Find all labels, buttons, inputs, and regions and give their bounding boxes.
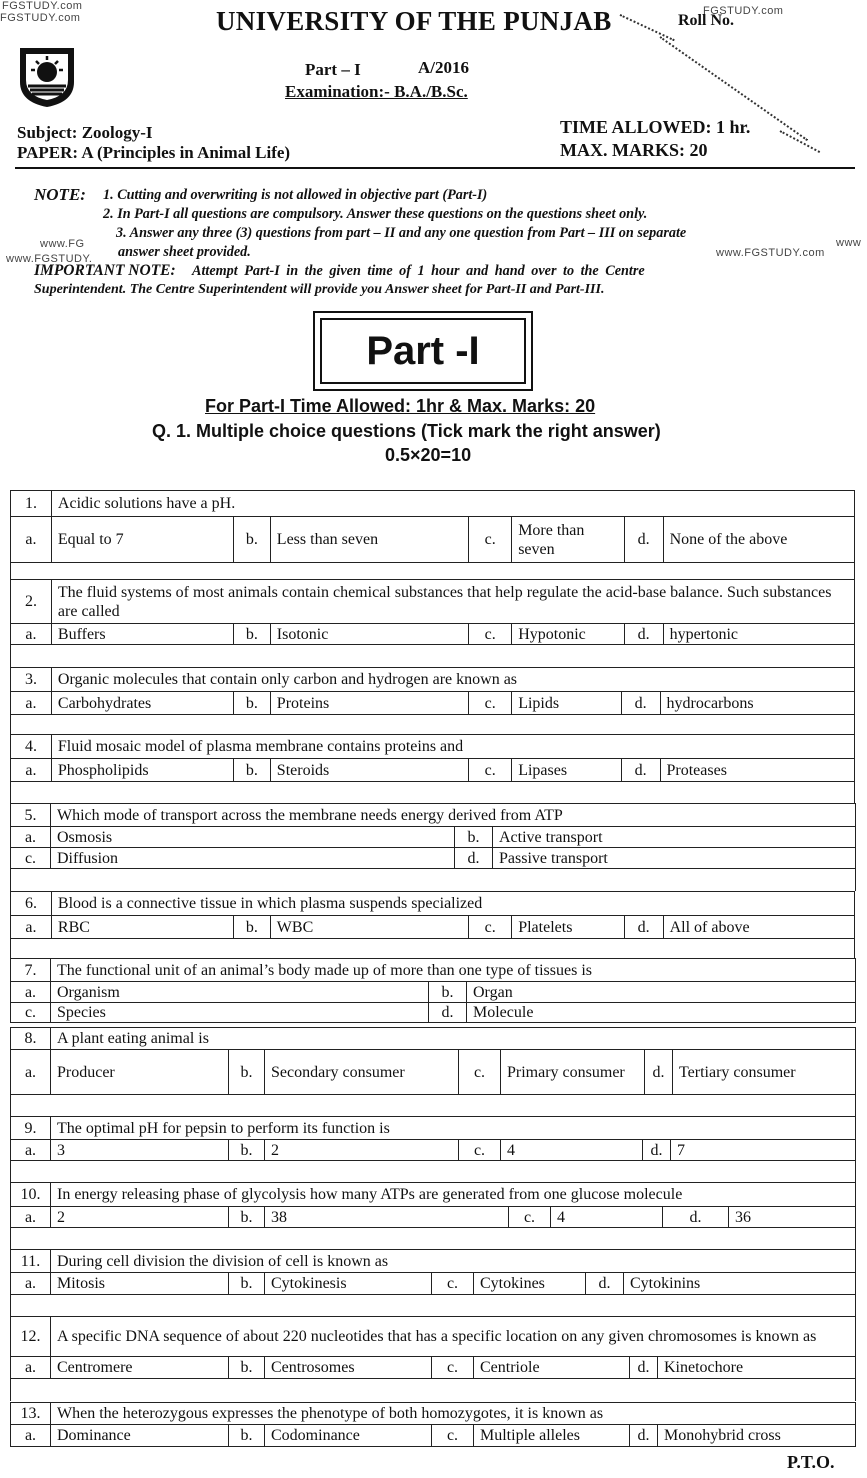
option-text[interactable]: hypertonic xyxy=(663,624,854,645)
question-number: 5. xyxy=(11,804,51,827)
question-number: 4. xyxy=(11,735,52,759)
pto-label: P.T.O. xyxy=(787,1452,835,1472)
question-text: The optimal pH for pepsin to perform its function is xyxy=(51,1117,856,1140)
answer-spacer xyxy=(11,1095,856,1117)
option-letter: b. xyxy=(229,1050,265,1095)
option-letter: a. xyxy=(11,624,52,645)
option-letter: b. xyxy=(229,1207,265,1228)
option-text[interactable]: Diffusion xyxy=(51,848,455,869)
header-divider xyxy=(15,167,855,169)
option-letter: c. xyxy=(509,1207,551,1228)
option-text[interactable]: Cytokinins xyxy=(624,1273,856,1295)
option-text[interactable]: Centrosomes xyxy=(265,1357,432,1379)
option-text[interactable]: Species xyxy=(51,1003,429,1023)
option-letter: d. xyxy=(663,1207,729,1228)
option-text[interactable]: Lipases xyxy=(512,759,621,782)
question-number: 3. xyxy=(11,668,52,692)
note-item-3-cont: answer sheet provided. xyxy=(118,244,251,260)
examination-label: Examination:- B.A./B.Sc. xyxy=(285,82,468,101)
question-number: 7. xyxy=(11,959,51,982)
option-text[interactable]: Lipids xyxy=(512,692,621,715)
option-letter: b. xyxy=(229,1273,265,1295)
option-letter: d. xyxy=(643,1140,671,1161)
answer-spacer xyxy=(11,939,855,959)
part-one-title: Part -I xyxy=(320,318,526,384)
option-text[interactable]: Steroids xyxy=(270,759,468,782)
dotted-cut-line xyxy=(620,14,675,41)
option-text[interactable]: Isotonic xyxy=(270,624,468,645)
question-text: The fluid systems of most animals contain chemical substances that help regulate the acid-base balance. Such substances are called xyxy=(51,580,854,624)
option-letter: c. xyxy=(459,1140,501,1161)
option-text[interactable]: Equal to 7 xyxy=(51,517,233,563)
note-item-3: 3. Answer any three (3) questions from part – II and any one question from Part – III on separate xyxy=(116,225,687,241)
question-block xyxy=(10,958,856,1023)
option-text[interactable]: Cytokines xyxy=(474,1273,586,1295)
question-text: A specific DNA sequence of about 220 nucleotides that has a specific location on any given chromosomes is known as xyxy=(51,1317,856,1357)
answer-spacer xyxy=(11,1379,856,1401)
option-text[interactable]: Buffers xyxy=(51,624,233,645)
option-letter: b. xyxy=(455,827,493,848)
university-title: UNIVERSITY OF THE PUNJAB xyxy=(216,6,612,36)
question-text: Fluid mosaic model of plasma membrane contains proteins and xyxy=(51,735,854,759)
option-letter: c. xyxy=(432,1425,474,1447)
option-text[interactable]: Centriole xyxy=(474,1357,630,1379)
option-letter: c. xyxy=(469,916,512,939)
note-item-1: 1. Cutting and overwriting is not allowed in objective part (Part-I) xyxy=(103,187,488,203)
option-text[interactable]: 38 xyxy=(265,1207,509,1228)
option-letter: d. xyxy=(630,1425,658,1447)
option-text[interactable]: Mitosis xyxy=(51,1273,229,1295)
option-letter: d. xyxy=(645,1050,673,1095)
question-text: A plant eating animal is xyxy=(51,1028,856,1050)
option-letter: a. xyxy=(11,916,52,939)
option-text[interactable]: 3 xyxy=(51,1140,229,1161)
question-block xyxy=(10,891,855,959)
time-allowed-label: TIME ALLOWED: 1 hr. xyxy=(560,117,751,137)
option-text[interactable]: Platelets xyxy=(512,916,625,939)
note-item-2: 2. In Part-I all questions are compulsory. Answer these questions on the questions sheet only. xyxy=(103,206,648,222)
answer-spacer xyxy=(11,1228,856,1250)
option-letter: c. xyxy=(469,624,512,645)
option-letter: a. xyxy=(11,1273,51,1295)
option-letter: b. xyxy=(233,759,270,782)
option-text[interactable]: Less than seven xyxy=(270,517,468,563)
roll-no-label: Roll No. xyxy=(678,12,734,29)
option-text[interactable]: hydrocarbons xyxy=(660,692,854,715)
option-text[interactable]: Dominance xyxy=(51,1425,229,1447)
option-text[interactable]: RBC xyxy=(51,916,233,939)
option-text[interactable]: Monohybrid cross xyxy=(658,1425,856,1447)
option-text[interactable]: Organ xyxy=(467,982,856,1003)
option-letter: d. xyxy=(621,759,660,782)
option-text[interactable]: 36 xyxy=(729,1207,856,1228)
option-letter: b. xyxy=(229,1357,265,1379)
question-text: The functional unit of an animal’s body made up of more than one type of tissues is xyxy=(51,959,856,982)
question-number: 12. xyxy=(11,1317,51,1357)
option-letter: a. xyxy=(11,827,51,848)
option-text[interactable]: WBC xyxy=(270,916,468,939)
question-block xyxy=(10,734,855,804)
subject-label: Subject: Zoology-I xyxy=(17,123,153,142)
watermark-text: FGSTUDY.com xyxy=(2,0,83,12)
question-block xyxy=(10,1249,856,1317)
option-letter: a. xyxy=(11,1140,51,1161)
part-label: Part – I xyxy=(305,60,361,79)
option-text[interactable]: Active transport xyxy=(493,827,856,848)
option-letter: d. xyxy=(630,1357,658,1379)
option-text[interactable]: Centromere xyxy=(51,1357,229,1379)
option-text[interactable]: Producer xyxy=(51,1050,229,1095)
option-text[interactable]: Molecule xyxy=(467,1003,856,1023)
question-number: 2. xyxy=(11,580,52,624)
option-text[interactable]: None of the above xyxy=(663,517,854,563)
option-text[interactable]: 4 xyxy=(551,1207,663,1228)
option-letter: d. xyxy=(455,848,493,869)
watermark-text: www.FG xyxy=(40,238,85,250)
question-block xyxy=(10,1027,856,1117)
option-letter: d. xyxy=(586,1273,624,1295)
important-note-line-1: Attempt Part-I in the given time of 1 hour and hand over to the Centre xyxy=(192,263,645,279)
question-number: 10. xyxy=(11,1183,51,1207)
option-text[interactable]: Hypotonic xyxy=(512,624,625,645)
part-one-box xyxy=(313,311,533,391)
question-block xyxy=(10,1182,856,1250)
option-letter: b. xyxy=(229,1425,265,1447)
option-letter: b. xyxy=(229,1140,265,1161)
option-letter: d. xyxy=(429,1003,467,1023)
question-text: During cell division the division of cell is known as xyxy=(51,1250,856,1273)
option-letter: b. xyxy=(429,982,467,1003)
answer-spacer xyxy=(11,715,855,735)
option-text[interactable]: Kinetochore xyxy=(658,1357,856,1379)
question-text: When the heterozygous expresses the phenotype of both homozygotes, it is known as xyxy=(51,1403,856,1425)
option-text[interactable]: More than seven xyxy=(512,517,625,563)
question-number: 9. xyxy=(11,1117,51,1140)
option-letter: c. xyxy=(11,1003,51,1023)
watermark-text: FGSTUDY.com xyxy=(703,5,784,17)
option-text[interactable]: Proteins xyxy=(270,692,468,715)
option-text[interactable]: Passive transport xyxy=(493,848,856,869)
question-block xyxy=(10,490,855,585)
watermark-text: www.FGSTUDY. xyxy=(6,253,93,265)
option-text[interactable]: All of above xyxy=(663,916,854,939)
option-letter: a. xyxy=(11,517,52,563)
option-text[interactable]: 2 xyxy=(265,1140,459,1161)
option-letter: d. xyxy=(624,916,663,939)
max-marks-label: MAX. MARKS: 20 xyxy=(560,140,708,160)
option-letter: d. xyxy=(624,624,663,645)
answer-spacer xyxy=(11,1295,856,1317)
question-block xyxy=(10,667,855,735)
option-letter: c. xyxy=(469,692,512,715)
option-text[interactable]: 7 xyxy=(671,1140,856,1161)
option-letter: a. xyxy=(11,982,51,1003)
option-text[interactable]: Carbohydrates xyxy=(51,692,233,715)
watermark-text: FGSTUDY.com xyxy=(0,12,81,24)
session-label: A/2016 xyxy=(418,58,469,77)
question-number: 11. xyxy=(11,1250,51,1273)
option-letter: c. xyxy=(11,848,51,869)
question-text: Organic molecules that contain only carbon and hydrogen are known as xyxy=(51,668,854,692)
important-note-line-2: Superintendent. The Centre Superintendent will provide you Answer sheet for Part-II and Part-III. xyxy=(34,282,605,297)
option-letter: a. xyxy=(11,759,52,782)
answer-spacer xyxy=(11,1161,856,1183)
question-text: In energy releasing phase of glycolysis how many ATPs are generated from one glucose molecule xyxy=(51,1183,856,1207)
option-text[interactable]: Secondary consumer xyxy=(265,1050,459,1095)
option-text[interactable]: 2 xyxy=(51,1207,229,1228)
question-number: 1. xyxy=(11,491,52,517)
option-letter: c. xyxy=(432,1273,474,1295)
university-logo-icon xyxy=(16,42,78,108)
option-text[interactable]: Osmosis xyxy=(51,827,455,848)
option-text[interactable]: Multiple alleles xyxy=(474,1425,630,1447)
option-text[interactable]: Proteases xyxy=(660,759,855,782)
part-time-info: For Part-I Time Allowed: 1hr & Max. Marks: 20 xyxy=(205,396,596,416)
option-letter: a. xyxy=(11,692,52,715)
option-letter: c. xyxy=(459,1050,501,1095)
option-letter: c. xyxy=(432,1357,474,1379)
option-letter: a. xyxy=(11,1357,51,1379)
question-block xyxy=(10,1116,856,1183)
option-letter: a. xyxy=(11,1050,51,1095)
option-letter: d. xyxy=(621,692,660,715)
note-label: NOTE: xyxy=(34,185,86,204)
question-number: 8. xyxy=(11,1028,51,1050)
question-block xyxy=(10,1316,856,1401)
marks-formula: 0.5×20=10 xyxy=(385,445,472,465)
option-letter: c. xyxy=(469,517,512,563)
question-number: 13. xyxy=(11,1403,51,1425)
question-text: Blood is a connective tissue in which plasma suspends specialized xyxy=(51,892,854,916)
option-text[interactable]: Phospholipids xyxy=(51,759,233,782)
option-letter: a. xyxy=(11,1207,51,1228)
option-text[interactable]: 4 xyxy=(501,1140,643,1161)
option-text[interactable]: Tertiary consumer xyxy=(673,1050,856,1095)
answer-spacer xyxy=(11,645,855,667)
question-number: 6. xyxy=(11,892,52,916)
option-text[interactable]: Cytokinesis xyxy=(265,1273,432,1295)
watermark-text: www.FGSTUDY.com xyxy=(716,247,825,259)
option-text[interactable]: Codominance xyxy=(265,1425,432,1447)
option-letter: a. xyxy=(11,1425,51,1447)
option-letter: b. xyxy=(233,624,270,645)
option-letter: b. xyxy=(233,517,270,563)
option-letter: b. xyxy=(233,692,270,715)
question-text: Acidic solutions have a pH. xyxy=(51,491,854,517)
watermark-text: www xyxy=(836,237,862,249)
question-heading: Q. 1. Multiple choice questions (Tick mark the right answer) xyxy=(152,421,661,441)
question-block xyxy=(10,1402,856,1447)
option-text[interactable]: Organism xyxy=(51,982,429,1003)
option-letter: b. xyxy=(233,916,270,939)
question-block xyxy=(10,579,855,667)
paper-label: PAPER: A (Principles in Animal Life) xyxy=(17,143,291,162)
question-block xyxy=(10,803,856,891)
option-letter: d. xyxy=(624,517,663,563)
answer-spacer xyxy=(11,869,856,891)
answer-spacer xyxy=(11,782,855,804)
option-text[interactable]: Primary consumer xyxy=(501,1050,645,1095)
option-letter: c. xyxy=(469,759,512,782)
important-note-label: IMPORTANT NOTE: xyxy=(34,262,176,279)
question-text: Which mode of transport across the membrane needs energy derived from ATP xyxy=(51,804,856,827)
